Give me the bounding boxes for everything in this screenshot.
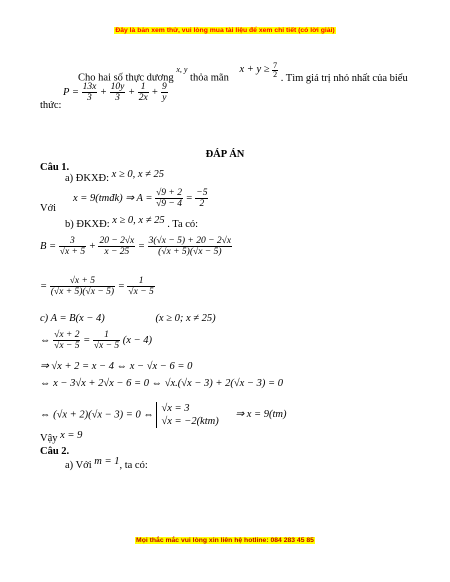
- q1c-system-eq1: √x = 3: [161, 403, 190, 414]
- q1b-expression-B: [40, 236, 232, 257]
- preview-notice-text: Đây là bản xem thử, vui lòng mua tài liệu để xem chi tiết (có lời giải): [115, 27, 335, 34]
- vay-value: x = 9: [60, 430, 83, 441]
- expr-term-3: [138, 82, 149, 103]
- q1c-fraction-2: [93, 330, 120, 351]
- q1c-system-eq2: √x = −2(ktm): [161, 416, 219, 427]
- q1b-condition: x ≥ 0, x ≠ 25: [112, 215, 165, 226]
- plus-sign: +: [88, 240, 96, 252]
- b-term-4: [50, 276, 115, 297]
- b-term4-num: √x + 5: [50, 276, 115, 287]
- q1b-condition-line: [65, 215, 199, 230]
- b-term1-den: √x + 5: [59, 247, 86, 257]
- q1c-equation: c) A = B(x − 4): [40, 313, 105, 324]
- expr-term-4: [161, 82, 168, 103]
- q1a-num: √9 + 2: [156, 188, 182, 198]
- term2-num: 10y: [110, 82, 125, 92]
- b-term-2: [98, 236, 135, 257]
- q2a-value: m = 1: [94, 456, 120, 467]
- vay-label: Vậy: [40, 433, 58, 444]
- q1c-f2-num: 1: [93, 330, 120, 341]
- equals-sign: =: [83, 334, 91, 346]
- q1a-equals: =: [185, 192, 193, 204]
- answer-title: ĐÁP ÁN: [205, 149, 245, 160]
- expr-term-2: [110, 82, 126, 103]
- q1a-calc-text: x = 9(tmđk) ⇒ A =: [73, 192, 153, 204]
- q1c-f2-den: √x − 5: [93, 341, 120, 351]
- q1c-line5-text: ⇔ (√x + 2)(√x − 3) = 0 ⇔: [40, 409, 154, 421]
- objective-expression: P = $\frac{13x}{3}$ + $\frac{10y}{3}$ + $\frac{1}{2x}$ + $\frac{9}{y}$: [63, 82, 167, 103]
- problem-variables: x, y: [176, 65, 188, 74]
- q1-final: [40, 430, 83, 444]
- q1c-line1: [40, 313, 216, 324]
- problem-intro-text: Cho hai số thực dương: [78, 72, 174, 84]
- q1a-result-num: −5: [196, 188, 208, 198]
- q1-title: Câu 1.: [40, 162, 70, 173]
- equals-sign: =: [117, 280, 125, 292]
- b-term2-num: 20 − 2√x: [99, 236, 135, 246]
- b-term3-num: 3(√x − 5) + 20 − 2√x: [148, 236, 232, 246]
- expr-term-1: [82, 82, 98, 103]
- b-term-1: [59, 236, 86, 257]
- q1a-fraction: [155, 188, 183, 209]
- b-label: B =: [40, 240, 57, 252]
- q1c-f1-num: √x + 2: [54, 330, 80, 340]
- q2-title: Câu 2.: [40, 446, 70, 457]
- term4-den: y: [162, 93, 167, 103]
- condition-denominator: 2: [273, 69, 278, 79]
- b-term-3: [148, 236, 232, 257]
- q1a-result: [195, 188, 208, 209]
- q1b-tail: . Ta có:: [167, 219, 199, 230]
- term1-num: 13x: [82, 82, 97, 92]
- term3-num: 1: [138, 82, 149, 93]
- q1a-with: Với: [40, 203, 57, 214]
- q1c-conclusion: ⇒ x = 9(tm): [235, 409, 287, 421]
- q1c-condition: (x ≥ 0; x ≠ 25): [155, 313, 216, 324]
- term2-den: 3: [115, 93, 120, 103]
- term1-den: 3: [87, 93, 92, 103]
- q1a-condition-line: [65, 169, 165, 184]
- b-term3-den: (√x + 5)(√x − 5): [158, 247, 222, 257]
- equals-sign: =: [40, 280, 48, 292]
- q1a-den: √9 − 4: [156, 199, 182, 209]
- problem-task-text: . Tìm giá trị nhỏ nhất của biểu: [280, 72, 408, 84]
- b-term1-num: 3: [59, 236, 86, 247]
- term4-num: 9: [162, 82, 167, 92]
- b-term5-num: 1: [127, 276, 154, 287]
- q1b-label: b) ĐKXĐ:: [65, 219, 110, 230]
- q1c-line3: ⇒ √x + 2 = x − 4 ⇔ x − √x − 6 = 0: [40, 361, 193, 372]
- q2a-tail: , ta có:: [119, 460, 148, 471]
- preview-notice-banner: [0, 27, 450, 34]
- q2a-line: [65, 456, 148, 471]
- q1a-result-den: 2: [199, 199, 205, 209]
- condition-lhs: x + y ≥: [239, 63, 270, 75]
- iff-sign: ⇔: [40, 334, 51, 346]
- problem-condition-intro: thỏa mãn: [190, 72, 229, 84]
- problem-statement-line2: thức:: [40, 100, 62, 111]
- b-term4-den: (√x + 5)(√x − 5): [50, 287, 115, 297]
- condition-numerator: 7: [273, 60, 278, 70]
- hotline-banner: [0, 537, 450, 544]
- q1a-calculation: [73, 188, 208, 209]
- b-term-5: [127, 276, 154, 297]
- q1a-condition: x ≥ 0, x ≠ 25: [111, 169, 165, 180]
- q1c-f2-tail: (x − 4): [122, 334, 153, 346]
- term3-den: 2x: [138, 93, 148, 103]
- b-term2-den: x − 25: [104, 247, 130, 257]
- condition-fraction: [272, 62, 278, 79]
- q1c-line4: ⇔ x − 3√x + 2√x − 6 = 0 ⇔ √x.(√x − 3) + 2(√x − 3) = 0: [40, 378, 283, 389]
- b-term5-den: √x − 5: [128, 287, 154, 297]
- hotline-text: Mọi thắc mắc vui lòng xin liên hệ hotline: 084 283 45 85: [136, 537, 314, 544]
- equals-sign: =: [137, 240, 145, 252]
- q2a-label: a) Với: [65, 460, 92, 471]
- q1c-system: [156, 402, 218, 428]
- q1b-simplification: [40, 276, 155, 297]
- q1c-fraction-1: [53, 330, 80, 351]
- q1c-line5: [40, 402, 287, 428]
- q1c-line2: [40, 330, 152, 351]
- q1c-f1-den: √x − 5: [54, 341, 80, 351]
- expr-p-label: P =: [63, 86, 79, 98]
- q1a-label: a) ĐKXĐ:: [65, 173, 110, 184]
